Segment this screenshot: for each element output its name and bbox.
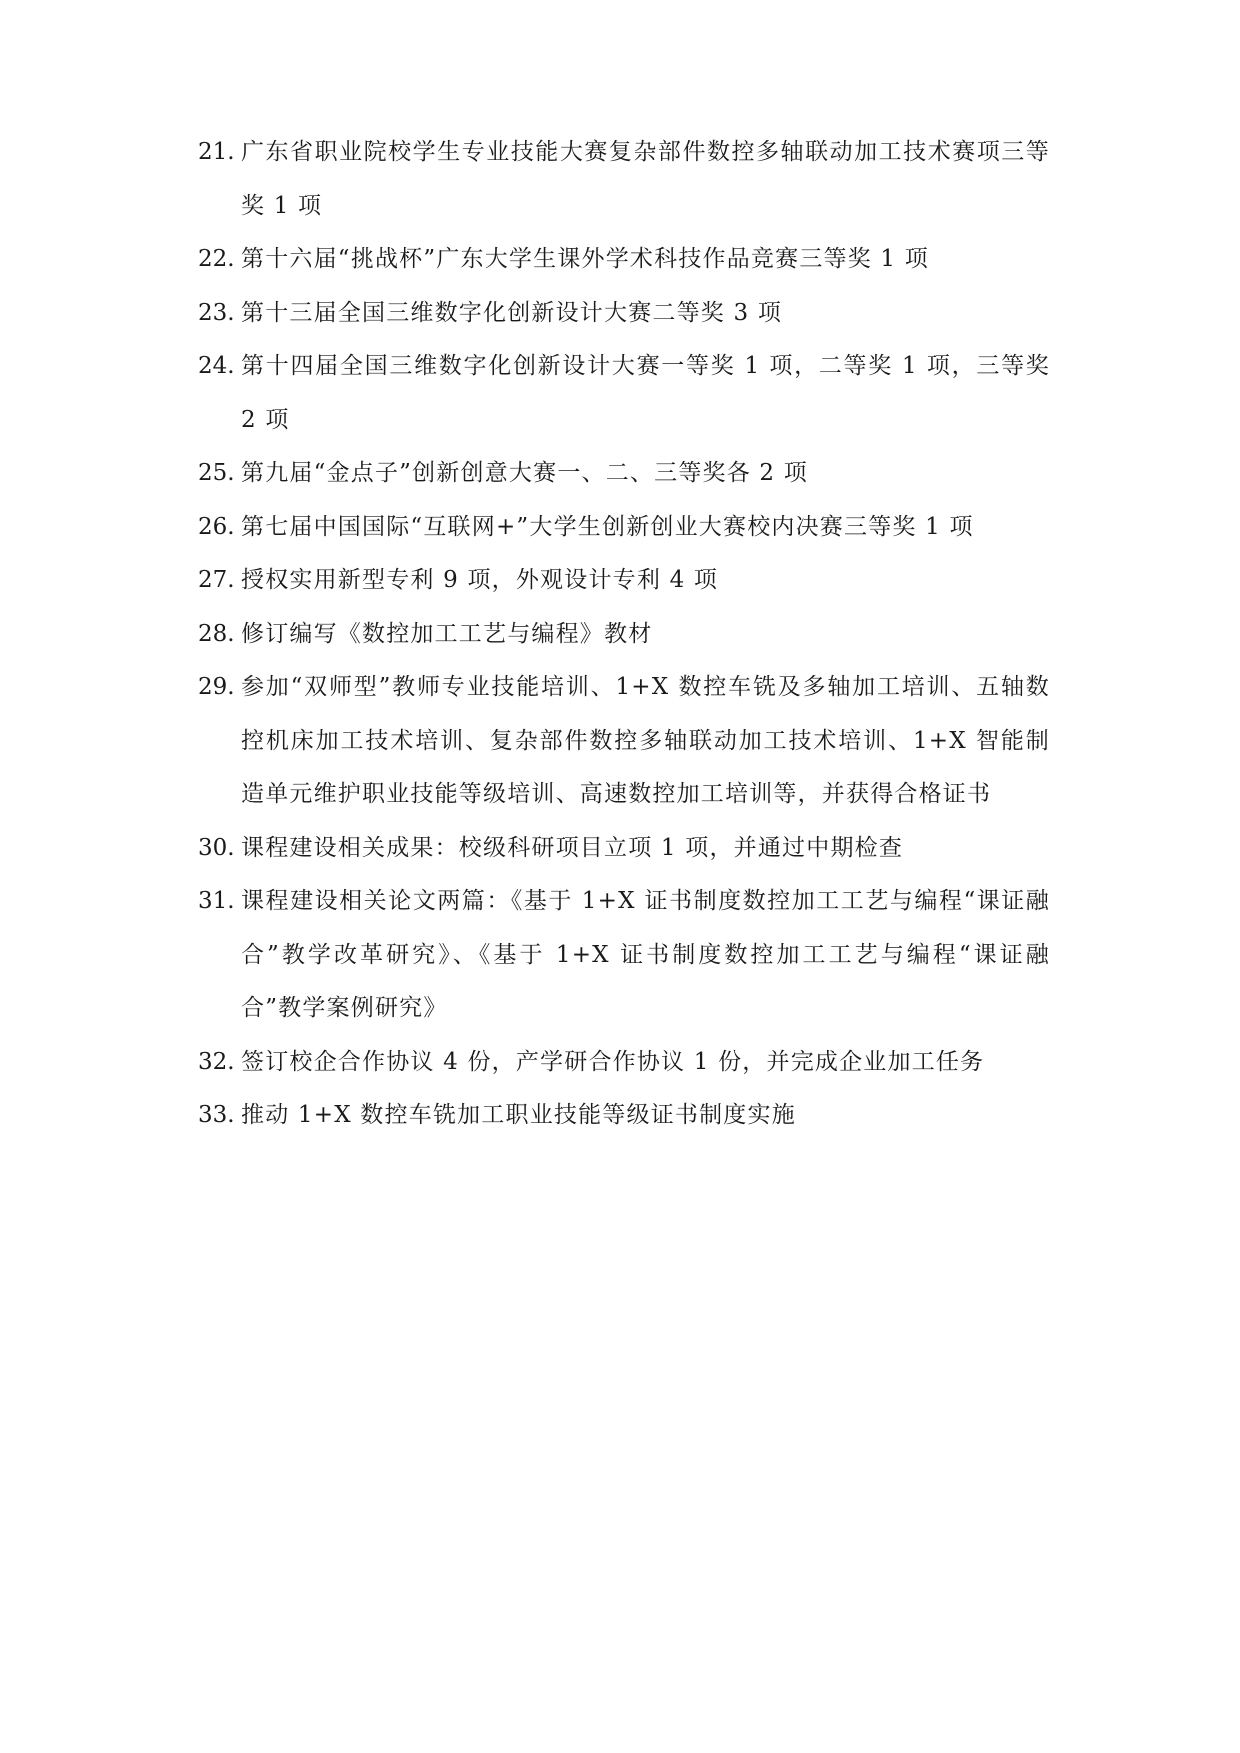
item-text: 第十六届“挑战杯”广东大学生课外学术科技作品竞赛三等奖 1 项 bbox=[241, 246, 929, 272]
list-item-30 bbox=[198, 822, 1050, 876]
item-number: 22. bbox=[198, 246, 235, 272]
list-item-33 bbox=[198, 1089, 1050, 1143]
item-number: 21. bbox=[198, 139, 235, 165]
item-number: 28. bbox=[198, 620, 235, 647]
item-number: 26. bbox=[198, 513, 235, 540]
item-text: 广东省职业院校学生专业技能大赛复杂部件数控多轴联动加工技术赛项三等奖 1 项 bbox=[241, 139, 1050, 219]
item-text: 推动 1+X 数控车铣加工职业技能等级证书制度实施 bbox=[241, 1102, 796, 1128]
list-item-28 bbox=[198, 608, 1050, 662]
item-text: 签订校企合作协议 4 份，产学研合作协议 1 份，并完成企业加工任务 bbox=[241, 1048, 985, 1075]
item-number: 33. bbox=[198, 1102, 235, 1128]
item-text: 课程建设相关论文两篇：《基于 1+X 证书制度数控加工工艺与编程“课证融合”教学改革研究》、《基于 1+X 证书制度数控加工工艺与编程“课证融合”教学案例研究》 bbox=[241, 888, 1050, 1021]
list-item-29 bbox=[198, 661, 1050, 822]
item-number: 32. bbox=[198, 1048, 235, 1075]
item-number: 30. bbox=[198, 834, 235, 861]
achievement-list bbox=[198, 126, 1050, 1143]
item-number: 24. bbox=[198, 353, 235, 379]
item-number: 23. bbox=[198, 299, 235, 326]
list-item-27 bbox=[198, 554, 1050, 608]
item-text: 第九届“金点子”创新创意大赛一、二、三等奖各 2 项 bbox=[241, 460, 808, 486]
list-item-26 bbox=[198, 501, 1050, 555]
list-item-23 bbox=[198, 287, 1050, 341]
list-item-31 bbox=[198, 875, 1050, 1036]
item-text: 第七届中国国际“互联网+”大学生创新创业大赛校内决赛三等奖 1 项 bbox=[241, 513, 974, 540]
item-text: 授权实用新型专利 9 项，外观设计专利 4 项 bbox=[241, 567, 719, 593]
item-text: 参加“双师型”教师专业技能培训、1+X 数控车铣及多轴加工培训、五轴数控机床加工技术培训、复杂部件数控多轴联动加工技术培训、1+X 智能制造单元维护职业技能等级培训、高速数控加工培训等，并获得合格证书 bbox=[241, 674, 1050, 807]
list-item-22 bbox=[198, 233, 1050, 287]
item-text: 第十三届全国三维数字化创新设计大赛二等奖 3 项 bbox=[241, 299, 783, 326]
list-item-24 bbox=[198, 340, 1050, 447]
item-text: 修订编写《数控加工工艺与编程》教材 bbox=[241, 620, 653, 647]
item-number: 29. bbox=[198, 674, 235, 700]
item-text: 第十四届全国三维数字化创新设计大赛一等奖 1 项，二等奖 1 项，三等奖 2 项 bbox=[241, 353, 1050, 433]
list-item-21 bbox=[198, 126, 1050, 233]
item-number: 25. bbox=[198, 460, 235, 486]
list-item-25 bbox=[198, 447, 1050, 501]
item-number: 27. bbox=[198, 567, 235, 593]
item-number: 31. bbox=[198, 888, 235, 914]
list-item-32 bbox=[198, 1036, 1050, 1090]
item-text: 课程建设相关成果：校级科研项目立项 1 项，并通过中期检查 bbox=[241, 834, 904, 861]
